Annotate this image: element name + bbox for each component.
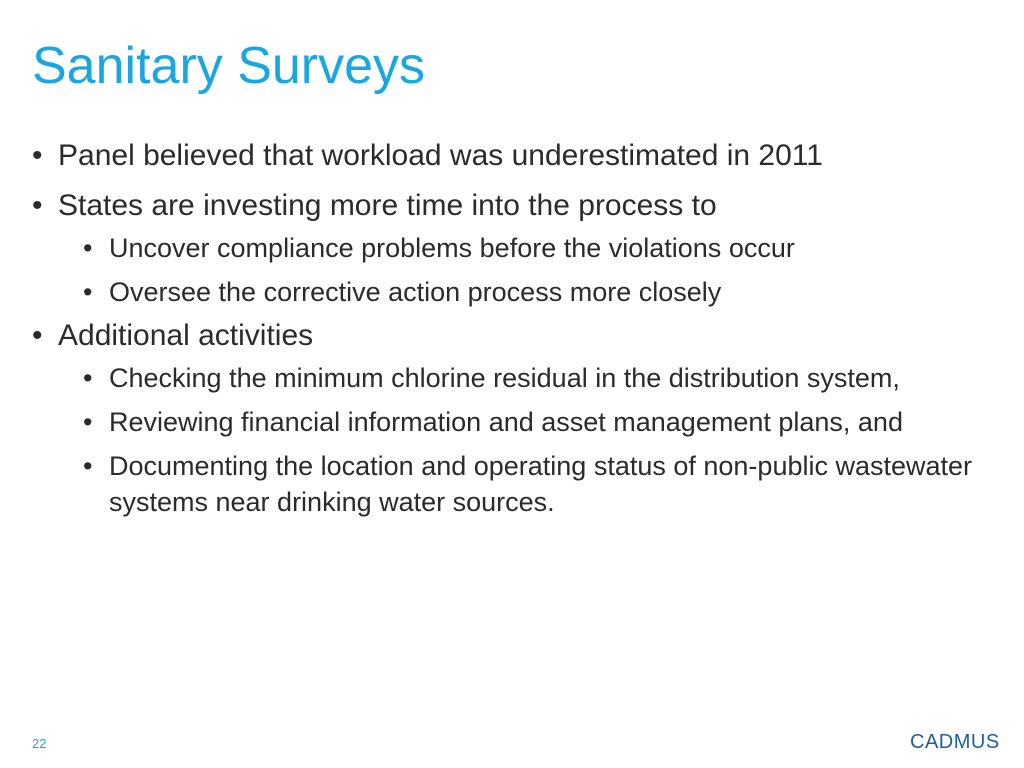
cadmus-logo: CADMUS: [910, 731, 1000, 753]
bullet-marker: •: [83, 451, 93, 481]
bullet-marker: •: [83, 277, 93, 307]
bullet-marker: •: [32, 319, 43, 352]
bullet-marker: •: [32, 139, 43, 172]
sub-bullet-item: [79, 230, 988, 266]
bullet-text: Oversee the corrective action process more closely: [109, 277, 722, 307]
bullet-marker: •: [32, 189, 43, 222]
bullet-text: Panel believed that workload was underestimated in 2011: [58, 139, 823, 172]
bullet-text: Additional activities: [58, 319, 314, 352]
bullet-text: Uncover compliance problems before the violations occur: [109, 233, 795, 263]
bullet-text: Documenting the location and operating status of non-public wastewater systems near drinking water sources.: [109, 451, 973, 517]
sub-bullet-item: [79, 448, 979, 520]
bullet-item: [28, 138, 988, 174]
bullet-list: [28, 138, 988, 520]
sub-bullet-item: [79, 360, 979, 396]
bullet-text: Reviewing financial information and asset management plans, and: [109, 407, 903, 437]
bullet-marker: •: [83, 233, 93, 263]
bullet-item: [28, 188, 988, 224]
slide-title: Sanitary Surveys: [32, 37, 426, 95]
sub-bullet-item: [79, 274, 988, 310]
page-number: 22: [32, 736, 47, 751]
bullet-text: Checking the minimum chlorine residual in the distribution system,: [109, 363, 900, 393]
bullet-marker: •: [83, 407, 93, 437]
bullet-text: States are investing more time into the process to: [58, 189, 717, 222]
sub-bullet-item: [79, 404, 979, 440]
bullet-item: [28, 318, 988, 354]
bullet-marker: •: [83, 363, 93, 393]
